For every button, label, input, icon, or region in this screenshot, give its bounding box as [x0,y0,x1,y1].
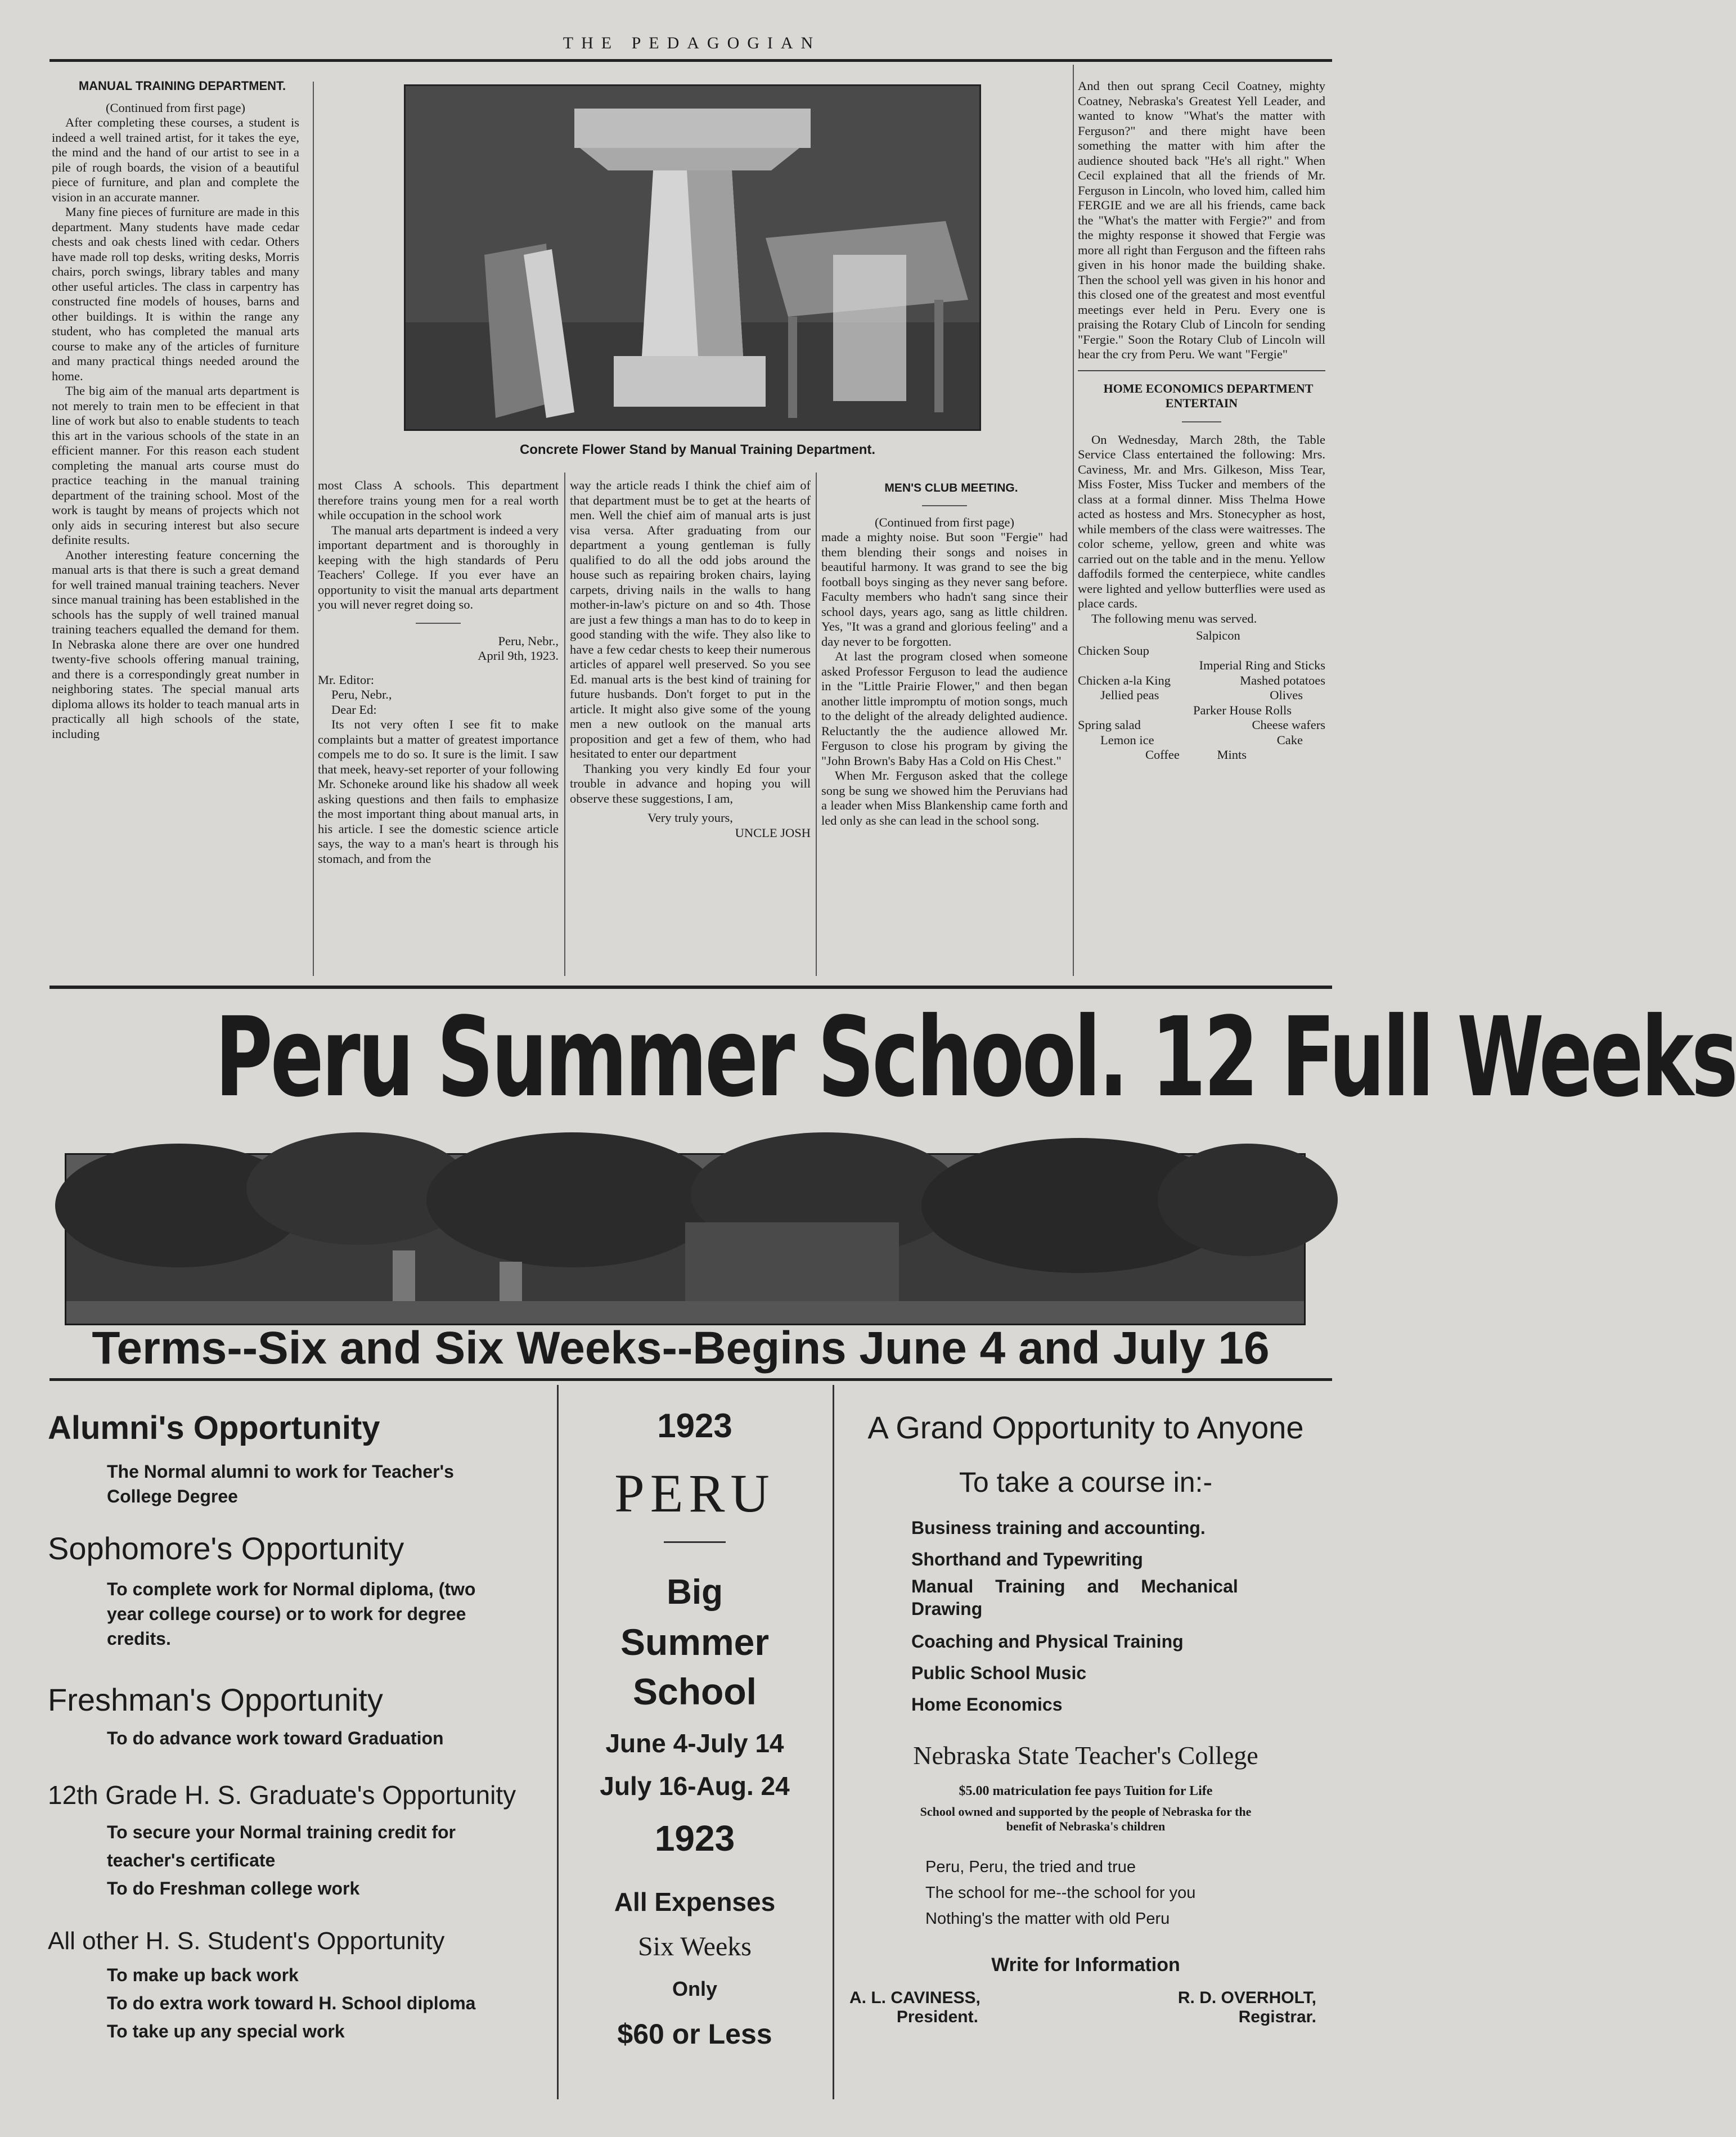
ad-subtext: College Degree [107,1486,238,1506]
ad-dates: June 4-July 14 [605,1729,784,1758]
signature-name: A. L. CAVINESS, [849,1988,981,2007]
column-divider [816,473,817,976]
ad-subtext: To secure your Normal training credit for [107,1822,456,1842]
slogan-line: Peru, Peru, the tried and true [925,1858,1136,1876]
ad-heading: A Grand Opportunity to Anyone [867,1410,1304,1445]
ownership-note: benefit of Nebraska's children [1006,1819,1166,1833]
paragraph: The big aim of the manual arts department is not merely to train men to be effecient in that line of work but also to enable students to teach this art in the various schools of the state in an efficient manner. For this reason each student completing the manual arts course must do practice teaching in the manual training department of the training school. Most of the work is taught by means of projects which not only aids in securing interest but also secure definite results. [52,384,299,547]
ad-year: 1923 [657,1407,732,1445]
ad-only: Only [672,1977,717,2000]
menu-row: Chicken Soup [1078,643,1149,658]
column-divider [564,473,565,976]
article-fergie [1078,79,1325,763]
menu-row: Chicken a-la King Mashed potatoes [1078,673,1325,687]
slogan-line: The school for me--the school for you [925,1884,1196,1902]
masthead: THE PEDAGOGIAN [563,34,821,52]
grand-opportunity-ad [838,1409,1333,2027]
ad-dates: July 16-Aug. 24 [600,1771,790,1801]
ad-heading: Alumni's Opportunity [48,1410,380,1446]
article-heading: MANUAL TRAINING DEPARTMENT. [78,79,286,93]
summer-school-banner: Peru Summer School. 12 Full Weeks [214,993,1736,1121]
divider [664,1541,726,1543]
ad-subtext: To do advance work toward Graduation [107,1728,444,1748]
college-name: Nebraska State Teacher's College [913,1741,1258,1770]
paragraph: Thanking you very kindly Ed four your trouble in advance and hoping you will observe these suggestions, I am, [570,761,811,806]
signature-title: Registrar. [1238,2008,1316,2026]
ad-subtext: To do Freshman college work [107,1878,360,1898]
menu [1078,628,1325,763]
course-item: Coaching and Physical Training [911,1631,1184,1652]
course-item: Shorthand and Typewriting [911,1549,1143,1569]
letter-salutation: Mr. Editor: [318,672,374,687]
ad-expenses: All Expenses [614,1887,776,1916]
article-heading: HOME ECONOMICS DEPARTMENT ENTERTAIN [1103,381,1314,410]
campus-photo [65,1153,1306,1325]
ad-heading: 12th Grade H. S. Graduate's Opportunity [48,1780,516,1810]
article-mens-club [821,481,1068,828]
ad-subtext: The Normal alumni to work for Teacher's [107,1461,454,1482]
paragraph: Many fine pieces of furniture are made in this department. Many students have made cedar chests and oak chests lined with cedar. Others have made roll top desks, writing desks, Morris chairs, porch swings, library tables and many other useful articles. The class in carpentry has constructed fine models of houses, barns and other buildings. It is within the range any student, who has completed the manual arts course to make any of the articles of furniture and many practical things needed around the home. [52,205,299,383]
course-item: Home Economics [911,1694,1063,1715]
continued-note: (Continued from first page) [105,100,246,115]
continued-note: (Continued from first page) [874,515,1015,529]
ad-price: $60 or Less [617,2018,772,2050]
paragraph: At last the program closed when someone asked Professor Ferguson to lead the audience in the "Little Prairie Flower," and then began another little impromptu of motion songs, much to the delight of the already delighted audience. Reluctantly the the audience allowed Mr. Ferguson to close his program by giving the "John Brown's Baby Has a Cold on His Chest." [821,649,1068,768]
slogan-line: Nothing's the matter with old Peru [925,1910,1170,1928]
signature-president [849,1988,981,2027]
menu-row: Imperial Ring and Sticks [1199,658,1325,672]
paragraph: The manual arts department is indeed a very important department and is thoroughly in keeping with the high standards of Peru Teachers' College. If you ever have an opportunity to visit the manual arts department you will never regret doing so. [318,523,559,611]
letter-salutation: Peru, Nebr., [331,687,392,701]
signature-title: President. [896,2008,978,2026]
paragraph: most Class A schools. This department therefore trains young men for a real worth while occupation in the school work [318,478,559,522]
paragraph: And then out sprang Cecil Coatney, mighty Coatney, Nebraska's Greatest Yell Leader, and wanted to know "What's the matter with Ferguson?" and there might have been something the matter with him after the audience shouted back "He's all right." When Cecil explained that all the friends of Mr. Ferguson in Lincoln, who loved him, called him FERGIE and we are all his friends, came back the "What's the matter with Fergie?" and from the mighty response it showed that Fergie was more all right than Ferguson and the fifteen rahs given in his honor made the building shake. Then the school yell was given in his honor and this closed one of the greatest and most eventful meetings ever held in Peru. Every one is praising the Rotary Club of Lincoln for sending "Fergie." Soon the Rotary Club of Lincoln will hear the cry from Peru. We want "Fergie" [1078,79,1325,361]
menu-row: Spring salad Cheese wafers [1078,718,1325,732]
column-divider [1073,65,1074,976]
signature-name: R. D. OVERHOLT, [1177,1988,1316,2007]
terms-line: Terms--Six and Six Weeks--Begins June 4 and July 16 [92,1322,1270,1374]
menu-row: Coffee Mints [1145,748,1247,762]
divider [1078,370,1325,371]
course-list [911,1512,1333,1720]
menu-row: Jellied peas Olives [1100,688,1303,702]
letter-salutation: Dear Ed: [331,702,377,717]
ad-heading: Freshman's Opportunity [48,1682,383,1717]
paragraph: The following menu was served. [1091,611,1257,626]
paragraph: When Mr. Ferguson asked that the college song be sung we showed him the Peruvians had a leader when Miss Blankenship came forth and led only as she can lead in the school song. [821,768,1068,827]
paragraph: Its not very often I see fit to make complaints but a matter of greatest importance compels me to do so. It sure is the limit. I saw that meek, heavy-set reporter of your following Mr. Schoneke around like his shadow all week asking questions and then fails to emphasize the most important thing about manual arts, in his article. I see the domestic science article says, the way to a man's heart is through his stomach, and from the [318,717,559,866]
paragraph: After completing these courses, a student is indeed a well trained artist, for it takes the eye, the mind and the hand of our artist to see in a pile of rough boards, the vision of a beautiful piece of furniture, and plan and complete the vision in an accurate manner. [52,115,299,204]
column-divider [313,82,314,976]
menu-row: Lemon ice Cake [1100,732,1303,747]
ad-subtext: credits. [107,1628,171,1649]
course-item: Manual Training and Mechanical [911,1576,1238,1596]
tuition-note: $5.00 matriculation fee pays Tuition for Life [959,1784,1213,1798]
ad-big: Big [667,1573,723,1612]
ad-subtext: teacher's certificate [107,1850,276,1870]
ownership-note: School owned and supported by the people of Nebraska for the [920,1805,1252,1819]
divider [1182,421,1221,422]
ad-subtext: To make up back work [107,1965,299,1985]
ad-subtext: To take up any special work [107,2021,345,2041]
ad-heading: All other H. S. Student's Opportunity [48,1927,445,1955]
signatures [838,1988,1333,2027]
ad-heading: Sophomore's Opportunity [48,1531,404,1566]
slogan [925,1854,1333,1932]
paragraph: Another interesting feature concerning the manual arts is that there is such a great demand for well trained manual training teachers. Never since manual training has been established in the schools has the supply of well trained manual training teachers equalled the demand for them. In Nebraska alone there are over one hundred twenty-five schools offering manual training, and there is a correspondingly great number in neighboring states. The special manual arts diploma allows its holder to teach manual arts in practically all high schools of the state, including [52,547,299,741]
course-item: Business training and accounting. [911,1518,1206,1538]
ad-subtext: year college course) or to work for degree [107,1604,466,1624]
paragraph: way the article reads I think the chief aim of that department must be to get at the hearts of men. Well the chief aim of manual arts is just visa versa. After graduating from our department a young gentleman is fully qualified to do all the odd jobs around the house such as repairing broken chairs, laying carpets, driving nails in the walls to hang mother-in-law's picture on and so 4th. Those are just a few things a man has to do to keep in good standing with the wife. They also like to have a few cedar chests to keep their numerous articles of apparel well preserved. So you see Ed. manual arts is the best kind of training for future husbands. Don't forget to put in the article. It might also give some of the young men a new outlook on the manual arts proposition and get a few of them, who had hesitated to enter our department [570,478,811,761]
opportunity-ad [48,1409,554,2045]
ad-subtext: To do extra work toward H. School diploma [107,1993,476,2013]
divider [922,505,967,506]
ad-peru: PERU [614,1463,775,1523]
section-rule [50,1378,1332,1381]
article-manual-training [52,79,299,741]
paragraph: On Wednesday, March 28th, the Table Service Class entertained the following: Mrs. Caviness, Mr. and Mrs. Gilkeson, Miss Tear, Miss Foster, Miss Tucker and members of the class at a formal dinner. Miss Thelma Howe acted as hostess and Mrs. Stonecypher as host, while members of the class were waitresses. The color scheme, yellow, green and white was carried out on the table and in the menu. Yellow daffodils formed the centerpiece, white candles were lighted and yellow butterflies were used as place cards. [1078,432,1325,610]
article-heading: MEN'S CLUB MEETING. [884,482,1018,494]
course-item: Drawing [911,1599,983,1619]
flower-stand-photo [404,84,981,431]
column-divider [833,1385,834,2099]
menu-row: Parker House Rolls [1193,703,1292,717]
top-rule [50,59,1332,62]
column-divider [557,1385,559,2099]
letter-signature: UNCLE JOSH [735,825,811,840]
paragraph: made a mighty noise. But soon "Fergie" had them blending their songs and noises in beautiful harmony. It was grand to see the big football boys singing as they never sang before. Faculty members who hadn't sang since their school days, years ago, sang as little children. Yes, "It was a grand and glorious feeling" and a day never to be forgotten. [821,530,1068,649]
article-continued [318,478,559,866]
letter-date: April 9th, 1923. [478,649,559,663]
menu-row: Salpicon [1196,628,1240,642]
divider [416,623,461,624]
ad-subheading: To take a course in:- [959,1466,1213,1498]
letter-closing: Very truly yours, [647,811,733,825]
ad-year: 1923 [654,1818,735,1859]
campus-image [66,1155,1304,1324]
ad-school: School [632,1671,757,1712]
letter-uncle-josh [570,478,811,840]
course-item: Public School Music [911,1663,1087,1683]
letter-place: Peru, Nebr., [498,633,559,648]
write-note: Write for Information [991,1954,1180,1976]
flower-stand-image [406,86,979,429]
ad-subtext: To complete work for Normal diploma, (two [107,1579,476,1599]
section-rule [50,986,1332,989]
photo-caption: Concrete Flower Stand by Manual Training Department. [519,442,876,457]
signature-registrar [1178,1988,1316,2027]
ad-summer: Summer [620,1621,770,1663]
summer-school-ad [560,1406,830,2059]
ad-six-weeks: Six Weeks [638,1932,752,1961]
